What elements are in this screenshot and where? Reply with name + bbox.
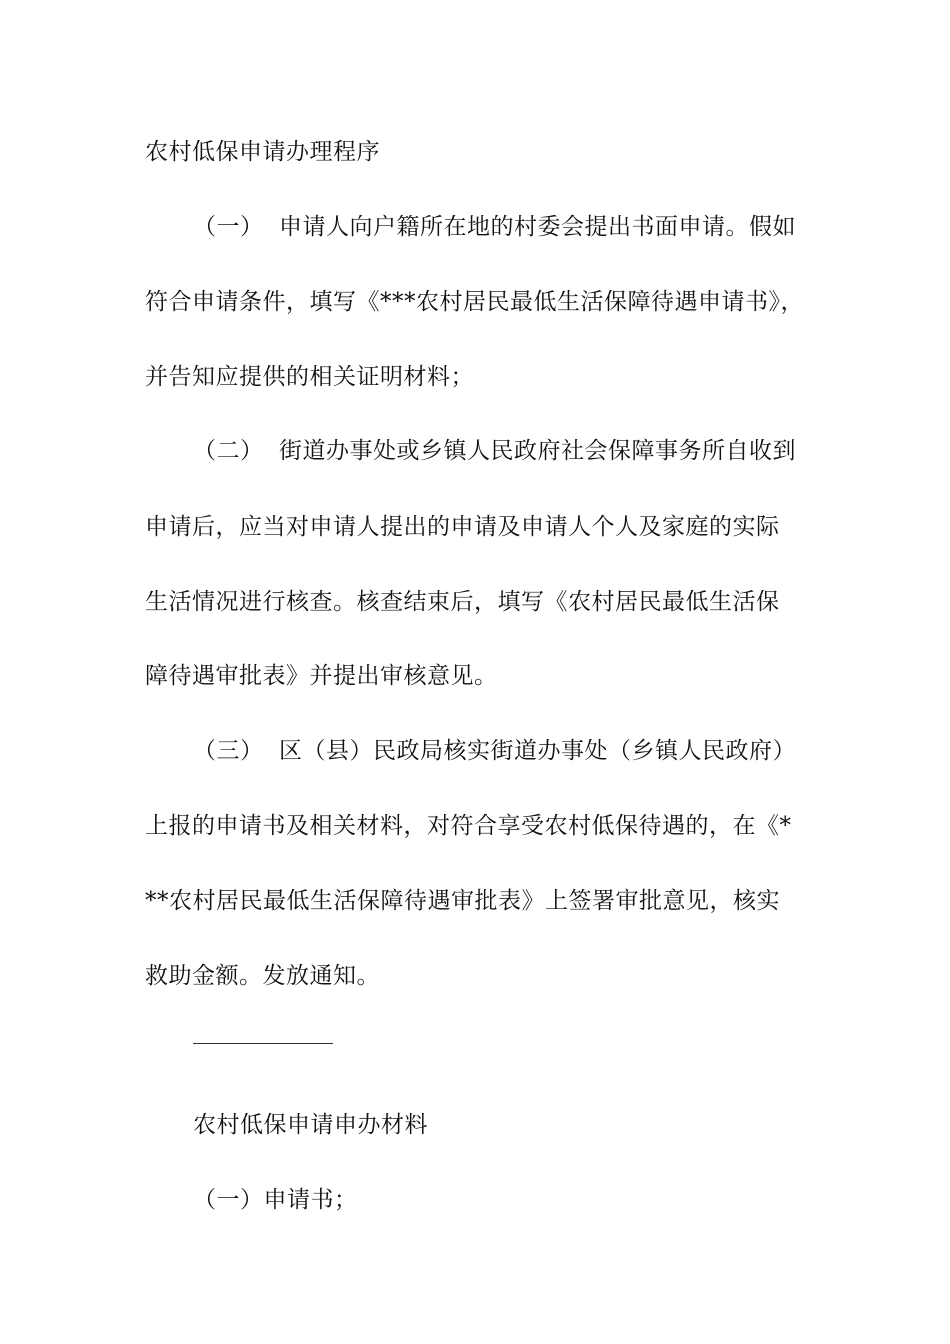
paragraph-2-line-4: 障待遇审批表》并提出审核意见。	[145, 663, 498, 689]
section-2-item-1: （一）申请书；	[193, 1187, 358, 1213]
paragraph-2-line-3: 生活情况进行核查。核查结束后，填写《农村居民最低生活保	[145, 589, 780, 615]
paragraph-1-text-1: 申请人向户籍所在地的村委会提出书面申请。假如	[279, 214, 796, 240]
paragraph-3-line-4: 救助金额。发放通知。	[145, 963, 380, 989]
paragraph-2-line-2: 申请后，应当对申请人提出的申请及申请人个人及家庭的实际	[145, 514, 780, 540]
paragraph-3-label: （三）	[193, 738, 264, 764]
paragraph-1-line-2: 符合申请条件，填写《***农村居民最低生活保障待遇申请书》，	[145, 289, 804, 315]
paragraph-1-line-3: 并告知应提供的相关证明材料；	[145, 364, 474, 390]
section-divider	[193, 1043, 333, 1044]
paragraph-3-line-3: **农村居民最低生活保障待遇审批表》上签署审批意见，核实	[145, 888, 780, 914]
paragraph-3-line-1	[193, 736, 796, 766]
paragraph-1-label: （一）	[193, 214, 264, 240]
paragraph-3-line-2: 上报的申请书及相关材料，对符合享受农村低保待遇的，在《*	[145, 813, 792, 839]
paragraph-2-text-1: 街道办事处或乡镇人民政府社会保障事务所自收到	[279, 438, 796, 464]
paragraph-1-line-1	[193, 212, 796, 242]
paragraph-2-line-1	[193, 436, 796, 466]
paragraph-2-label: （二）	[193, 438, 264, 464]
document-title: 农村低保申请办理程序	[145, 139, 380, 165]
section-2-title: 农村低保申请申办材料	[193, 1112, 428, 1138]
paragraph-3-text-1: 区（县）民政局核实街道办事处（乡镇人民政府）	[279, 738, 796, 764]
